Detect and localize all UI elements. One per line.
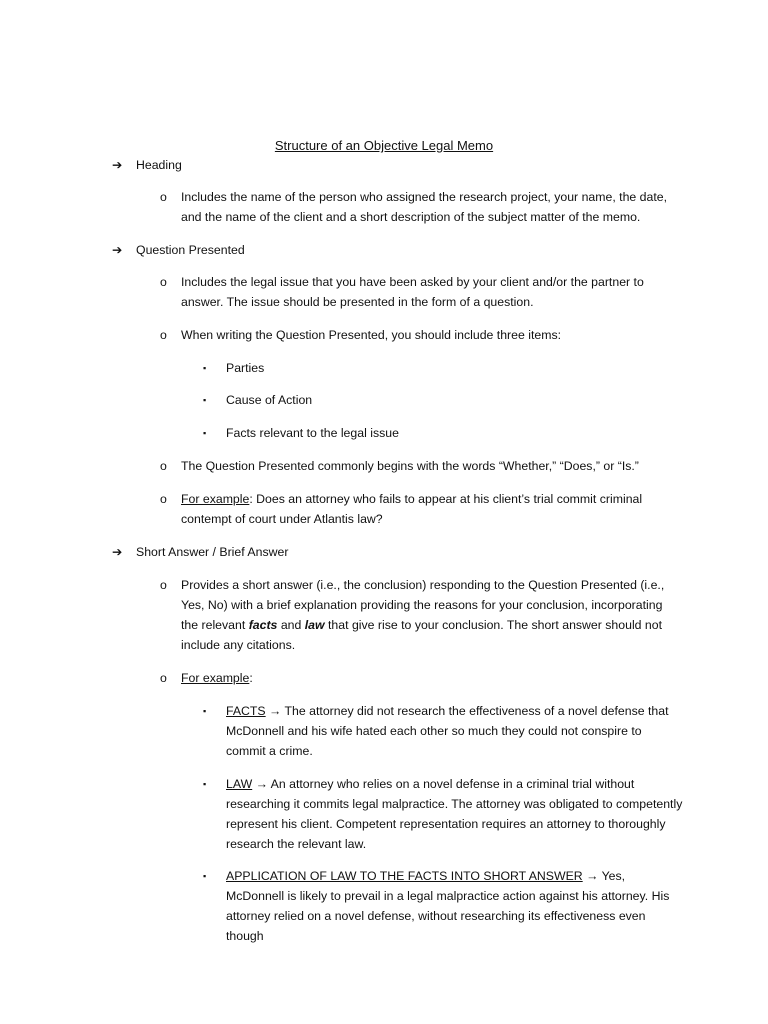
law-emphasis: law: [304, 618, 325, 632]
facts-label: FACTS: [226, 704, 266, 718]
circle-bullet-icon: o: [160, 578, 167, 592]
item-text: Includes the legal issue that you have been asked by your client and/or the partner to answer. The issue should be presented in the form of a question.: [181, 275, 644, 309]
example-label: For example: [181, 671, 250, 685]
list-item: [160, 668, 680, 688]
list-item: [160, 272, 680, 312]
page-title: Structure of an Objective Legal Memo: [274, 138, 494, 153]
sub-list-item: [203, 423, 683, 443]
circle-bullet-icon: o: [160, 190, 167, 204]
circle-bullet-icon: o: [160, 328, 167, 342]
sub-list-item: [203, 701, 683, 761]
item-text: FACTS → The attorney did not research the effectiveness of a novel defense that McDonnell and his wife hated each other so much they could not conspire to commit a crime.: [226, 704, 669, 758]
list-item: [160, 187, 680, 227]
list-item: [160, 575, 680, 655]
section-short-answer: [112, 542, 288, 562]
circle-bullet-icon: o: [160, 492, 167, 506]
section-label: Short Answer / Brief Answer: [136, 545, 289, 559]
list-item: [160, 325, 680, 345]
item-text: Parties: [226, 361, 265, 375]
section-heading: [112, 155, 182, 175]
section-label: Heading: [136, 158, 182, 172]
item-text: For example: Does an attorney who fails to appear at his client’s trial commit criminal contempt of court under Atlantis law?: [181, 492, 643, 526]
item-text: For example:: [181, 671, 253, 685]
application-label: APPLICATION OF LAW TO THE FACTS INTO SHORT ANSWER: [226, 869, 583, 883]
item-text: Cause of Action: [226, 393, 313, 407]
section-question-presented: [112, 240, 245, 260]
arrow-icon: ➔: [112, 545, 123, 559]
item-text: Facts relevant to the legal issue: [226, 426, 399, 440]
sub-list-item: [203, 774, 683, 854]
square-bullet-icon: ▪: [203, 871, 207, 881]
example-label: For example: [181, 492, 250, 506]
square-bullet-icon: ▪: [203, 706, 207, 716]
item-text: LAW → An attorney who relies on a novel defense in a criminal trial without researching it commits legal malpractice. The attorney was obligated to competently represent his client. Competent representation requires an attorney to thoroughly research the relevant law.: [226, 777, 683, 851]
list-item: [160, 489, 680, 529]
list-item: [160, 456, 680, 476]
sub-list-item: [203, 358, 683, 378]
sub-list-item: [203, 390, 683, 410]
arrow-icon: ➔: [112, 158, 123, 172]
facts-emphasis: facts: [248, 618, 278, 632]
item-text: APPLICATION OF LAW TO THE FACTS INTO SHORT ANSWER → Yes, McDonnell is likely to prevail in a legal malpractice action against his attorney. His attorney relied on a novel defense, without researching its effectiveness even though: [226, 869, 670, 943]
square-bullet-icon: ▪: [203, 428, 207, 438]
item-text: When writing the Question Presented, you should include three items:: [181, 328, 562, 342]
item-text: Provides a short answer (i.e., the conclusion) responding to the Question Presented (i.e., Yes, No) with a brief explanation providing the reasons for your conclusion, incorporating the relevant facts and law that give rise to your conclusion. The short answer should not include any citations.: [181, 578, 665, 652]
item-text: The Question Presented commonly begins with the words “Whether,” “Does,” or “Is.”: [181, 459, 639, 473]
circle-bullet-icon: o: [160, 459, 167, 473]
law-label: LAW: [226, 777, 253, 791]
item-text: Includes the name of the person who assigned the research project, your name, the date, and the name of the client and a short description of the subject matter of the memo.: [181, 190, 668, 224]
circle-bullet-icon: o: [160, 671, 167, 685]
sub-list-item: [203, 866, 683, 946]
arrow-icon: ➔: [112, 243, 123, 257]
square-bullet-icon: ▪: [203, 395, 207, 405]
square-bullet-icon: ▪: [203, 363, 207, 373]
section-label: Question Presented: [136, 243, 245, 257]
circle-bullet-icon: o: [160, 275, 167, 289]
square-bullet-icon: ▪: [203, 779, 207, 789]
